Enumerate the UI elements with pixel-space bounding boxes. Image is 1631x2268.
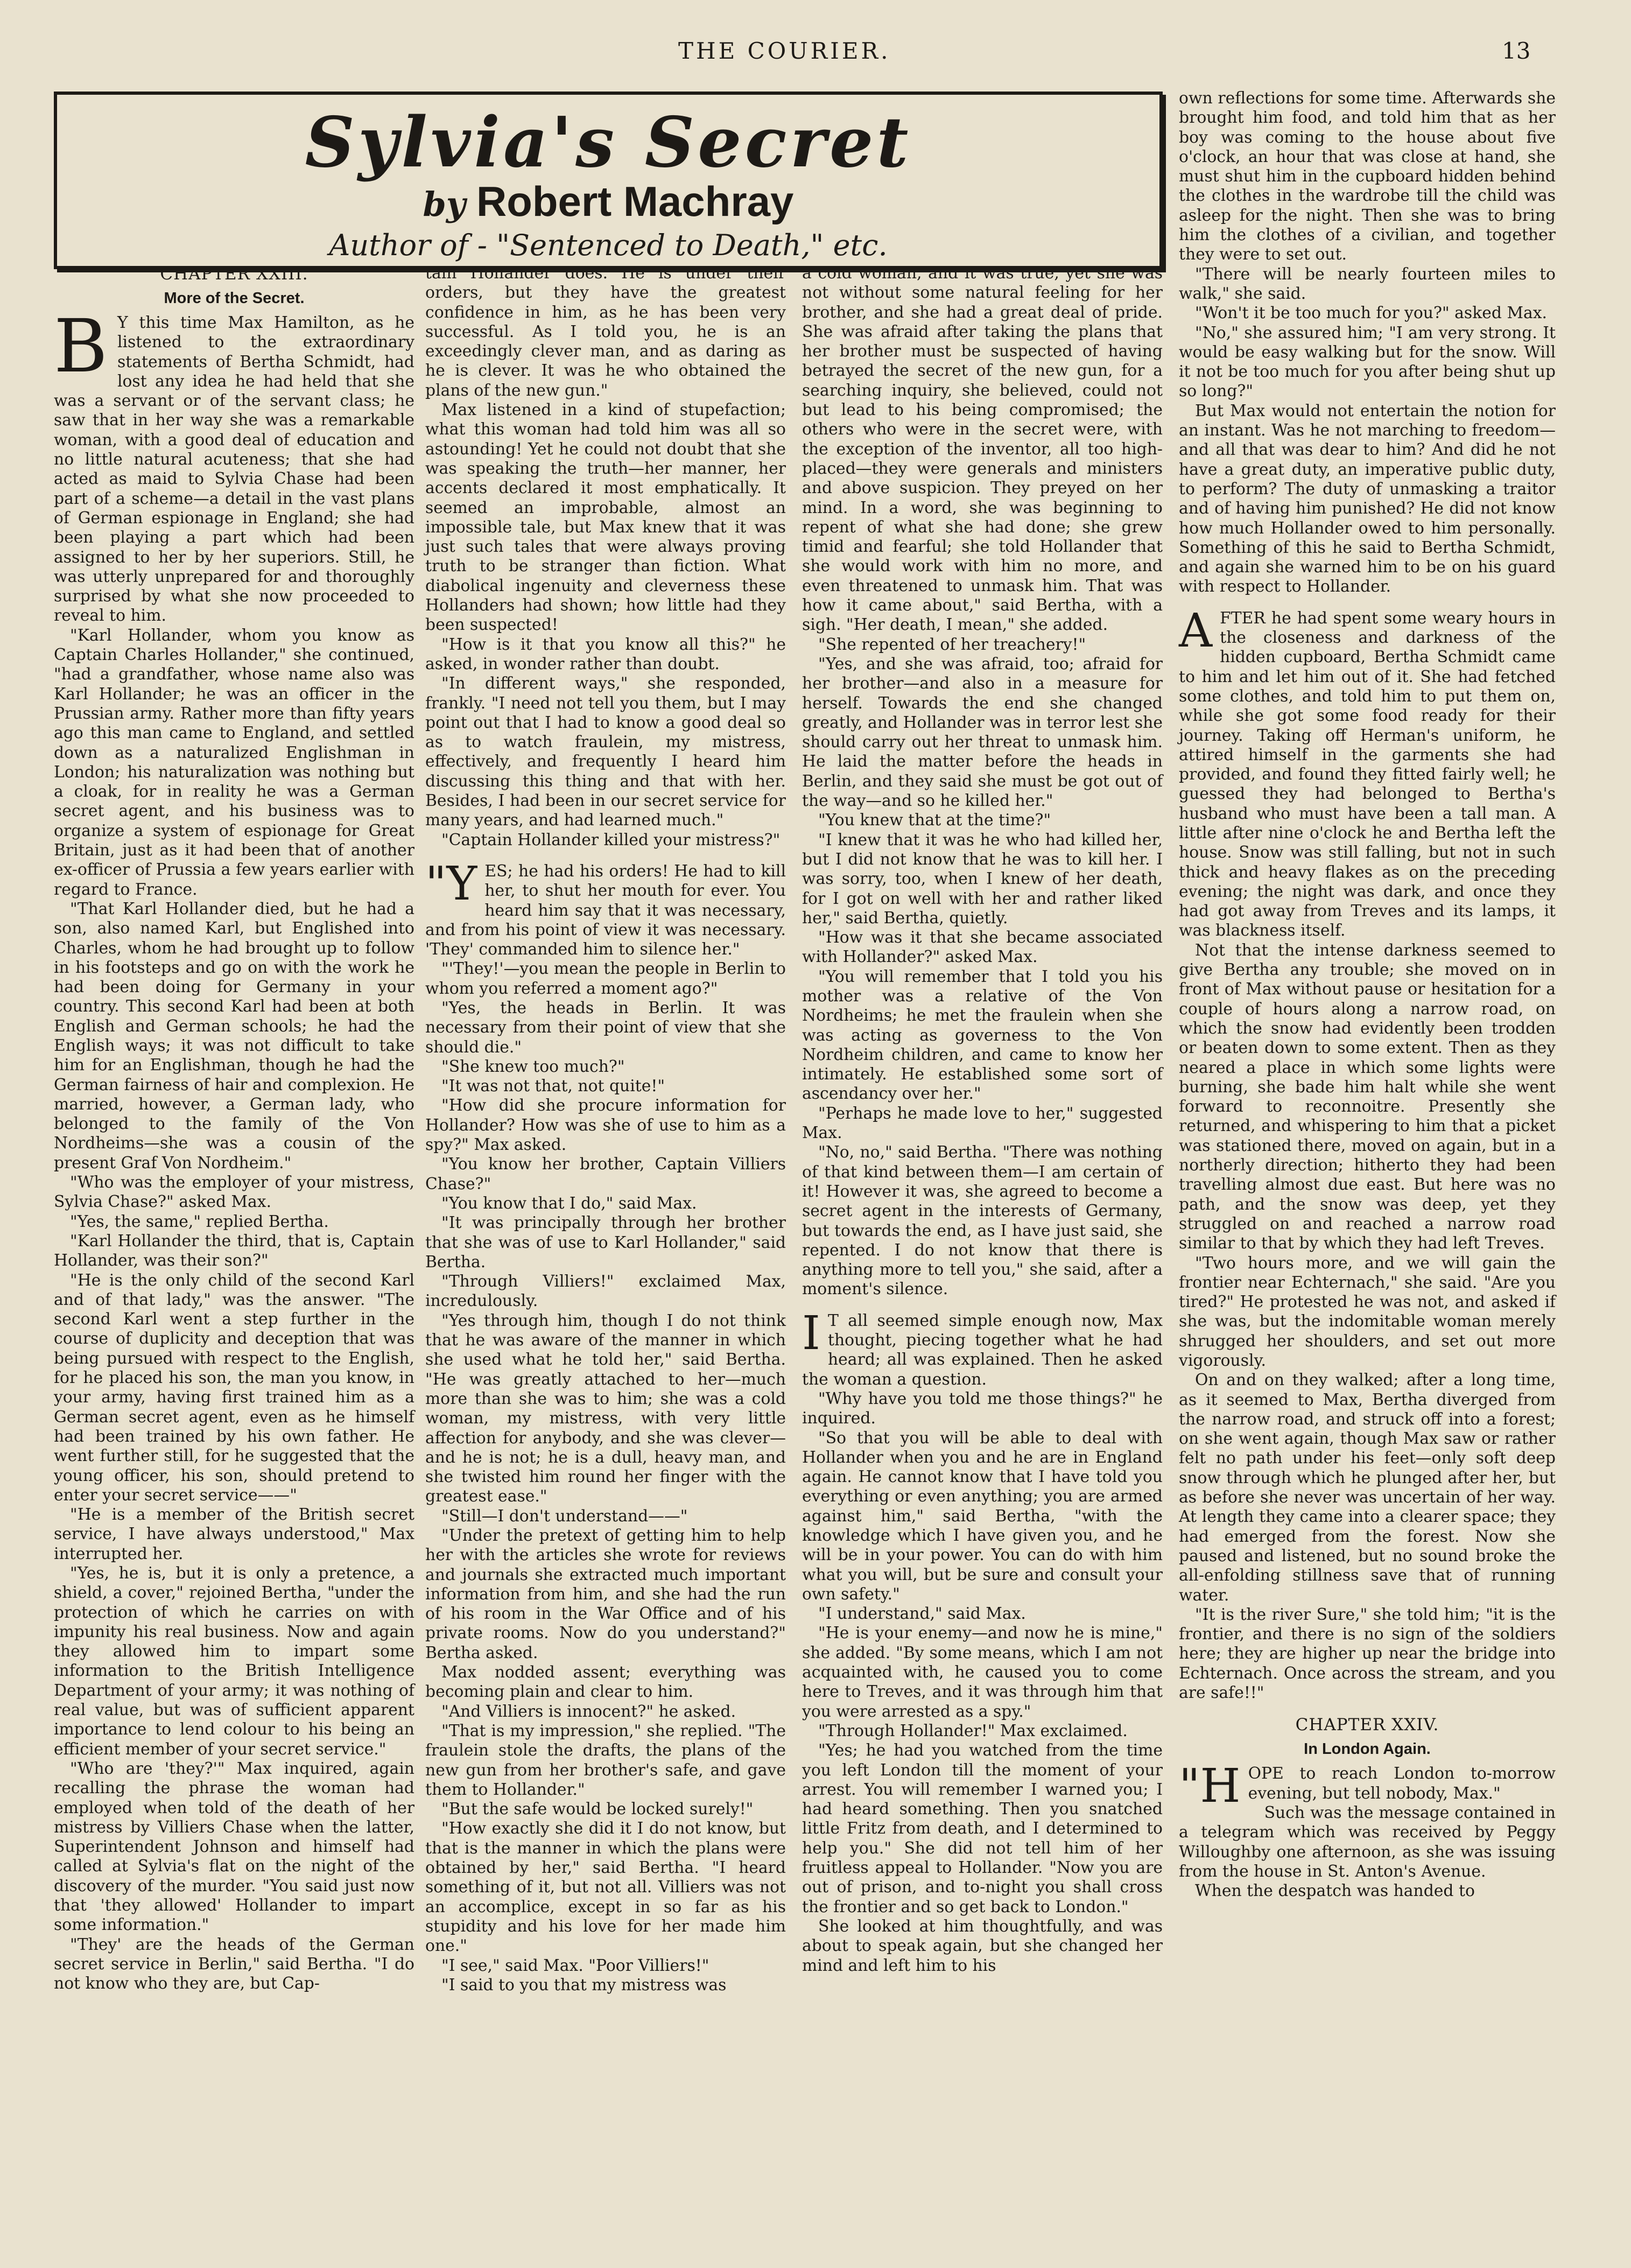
paragraph: "He is your enemy—and now he is mine," she added. "By some means, which I am not acquainted with, he caused you to come here to Treves, and it was through him that you were arrested as a spy." [802,1624,1163,1721]
paragraph: "HOPE to reach London to-morrow evening, but tell nobody, Max." [1179,1759,1556,1814]
paragraph: "No," she assured him; "I am very strong. It would be easy walking but for the snow. Will it not be too much for you after being shut up so long?" [1179,323,1556,401]
drop-cap: A [1179,603,1213,658]
story-title-banner [54,92,1163,269]
paragraph: "Yes, he is, but it is only a pretence, a shield, a cover," rejoined Bertha, "under the protection of which he carries on with impunity his real business. Now and again they allowed him to impart some information to the British Intelligence Department of your army; it was nothing of real value, but was of sufficient apparent importance to lend colour to his being an efficient member of your secret service." [54,1564,414,1759]
column-1 [54,264,414,1994]
paragraph: "Still—I don't understand——" [441,1506,688,1526]
paragraph: "Yes through him, though I do not think that he was aware of the manner in which she used what he told her," said Bertha. "He was greatly attached to her—much more than she was to him; she was a cold woman, my mistress, with very little affection for anybody, and she was clever—and he is not; he is a dull, heavy man, and she twisted him round her finger with the greatest ease." [425,1311,786,1506]
paragraph: "Karl Hollander, whom you know as Captain Charles Hollander," she continued, "had a grandfather, whose name also was Karl Hollander; he was an officer in the Prussian army. Rather more than fifty years ago this man came to England, and settled down as a naturalized Englishman in London; his naturalization was nothing but a cloak, for in reality he was a German secret agent, and his business was to organize a system of espionage for Great Britain, just as it had been that of another ex-officer of Prussia a few years earlier with regard to France. [54,626,414,899]
paragraph: "I understand," said Max. [818,1604,1026,1624]
paragraph: "There will be nearly fourteen miles to walk," she said. [1179,264,1556,303]
paragraph: "In different ways," she responded, frankly. "I need not tell you them, but I may point out that I had to know a good deal so as to watch fraulein, my mistress, effectively, and frequently I heard him discussing this thing and that with her. Besides, I had been in our secret service for many years, and had learned much." [425,674,786,830]
paragraph: "And Villiers is innocent?" he asked. [441,1702,736,1721]
author-name: Robert Machray [476,178,794,225]
paragraph: "Yes, the same," replied Bertha. [70,1212,329,1231]
paragraph: "Yes, and she was afraid, too; afraid for her brother—and also in a measure for herself. Towards the end she changed greatly, and Hollander was in terror lest she should carry out her threat to unmask him. He laid the matter before the heads in Berlin, and they said she must be got out of the way—and so he killed her." [802,654,1163,811]
paragraph: "Through Villiers!" exclaimed Max, incredulously. [425,1272,786,1311]
paragraph: "'They!'—you mean the people in Berlin to whom you referred a moment ago?" [425,959,786,998]
paragraph: "No, no," said Bertha. "There was nothing of that kind between them—I am certain of it! However it was, she agreed to become a secret agent in the interests of Germany, but towards the end, as I have just said, she repented. I do not know that there is anything more to tell you," she said, after a moment's silence. [802,1143,1163,1299]
paragraph: Not that the intense darkness seemed to give Bertha any trouble; she moved on in front of Max without pause or hesitation for a couple of hours along a narrow road, on which the snow had evidently been trodden or beaten down to some extent. Then as they neared a place in which some lights were burning, she bade him halt while she went forward to reconnoitre. Presently she returned, and whispering to him that a picket was stationed there, moved on again, but in a northerly direction; hitherto they had been travelling almost due east. But here was no path, and the snow was deep, yet they struggled on and reached a narrow road similar to that by which they had left Treves. [1179,940,1556,1253]
paragraph: "That is my impression," she replied. "The fraulein stole the drafts, the plans of the new gun from her brother's safe, and gave them to Hollander." [425,1721,786,1799]
author-line [57,179,1159,227]
column-4 [1179,89,1556,1901]
paragraph: "She knew too much?" [441,1057,625,1076]
drop-cap: B [54,304,108,389]
paragraph: "How was it that she became associated with Hollander?" asked Max. [802,928,1163,967]
paragraph: "How exactly she did it I do not know, but that is the manner in which the plans were obtained by her," said Bertha. "I heard something of it, but not all. Villiers was not an accomplice, except in so far as his stupidity and his love for her made him one." [425,1819,786,1956]
drop-cap: "Y [425,856,477,911]
paragraph: B Y this time Max Hamilton, as he listened to the extraordinary statements of Bertha Schmidt, had lost any idea he had held that she was a servant or of the servant class; he saw that in her way she was a remarkable woman, with a good deal of education and no little natural acuteness; that she had acted as maid to Sylvia Chase had been part of a scheme—a detail in the vast plans of German espionage in England; she had been playing a part which had been assigned to her by her superiors. Still, he was utterly unprepared for and thoroughly surprised by what she now proceeded to reveal to him. [54,304,414,626]
page-header [0,38,1631,70]
paragraph: "I knew that it was he who had killed her, but I did not know that he was to kill her. I was sorry, too, when I knew of her death, for I got on well with her and rather liked her," said Bertha, quietly. [802,830,1163,928]
paragraph: AFTER he had spent some weary hours in the closeness and darkness of the hidden cupboard, Bertha Schmidt came to him and let him out of it. She had fetched some clothes, and told him to put them on, while she got some food ready for their journey. Taking off Herman's uniform, he attired himself in the garments she had provided, and found they fitted fairly well; he guessed they had belonged to Bertha's husband who must have been a tall man. A little after nine o'clock he and Bertha left the house. Snow was still falling, but not in such thick and heavy flakes as on the preceding evening; the night was dark, and once they had got away from Treves and its lamps, it was blackness itself. [1179,603,1556,940]
paragraph: Such was the message contained in a telegram which was received by Peggy Willoughby one afternoon, as she was issuing from the house in St. Anton's Avenue. [1179,1803,1556,1881]
paragraph: "He is the only child of the second Karl and of that lady," was the answer. "The second Karl went a step further in the course of duplicity and deception that was being pursued with respect to the English, for he placed his son, the man you know, in your army, having first trained him as a German secret agent, even as he himself had been trained by his own father. He went further still, for he suggested that the young officer, his son, should pretend to enter your secret service——" [54,1270,414,1505]
paragraph: "How did she procure information for Hollander? How was she of use to him as a spy?" Max asked. [425,1096,786,1155]
drop-cap: I [802,1306,820,1360]
paragraph: "They' are the heads of the German secret service in Berlin," said Bertha. "I do not know who they are, but Cap- [54,1935,414,1993]
paragraph: "Who are 'they?'" Max inquired, again recalling the phrase the woman had employed when told of the death of her mistress by Villiers Chase when the latter, Superintendent Johnson and himself had called at Sylvia's flat on the night of the discovery of the murder. "You said just now that 'they allowed' Hollander to impart some information." [54,1759,414,1935]
paragraph: "You know that I do," said Max. [441,1193,697,1213]
paragraph: "How is it that you know all this?" he asked, in wonder rather than doubt. [425,635,786,673]
paragraph: But Max would not entertain the notion for an instant. Was he not marching to freedom—and all that was dear to him? And did he not have a great duty, an imperative public duty, to perform? The duty of unmasking a traitor and of having him punished? He did not know how much Hollander owed to him personally. Something of this he said to Bertha Schmidt, and again she warned him to be on his guard with respect to Hollander. [1179,401,1556,596]
paragraph: "You will remember that I told you his mother was a relative of the Von Nordheims; he met the fraulein when she was acting as governess to the Von Nordheim children, and came to know her intimately. He established some sort of ascendancy over her." [802,967,1163,1104]
paragraph: "She repented of her treachery!" [818,635,1086,654]
paragraph: "It was not that, not quite!" [441,1077,665,1096]
paragraph: "I said to you that my mistress was [441,1975,727,1995]
drop-cap: "H [1179,1759,1241,1814]
paragraph: a cold woman, and it was true, yet she was not without some natural feeling for her brother, and she had a great deal of pride. She was afraid after taking the plans that her brother must be suspected of having betrayed the secret of the new gun, for a searching inquiry, she believed, could not but lead to his being compromised; the others who were in the secret were, with the exception of the inventor, all too high-placed—they were generals and ministers and above suspicion. They preyed on her mind. In a word, she was beginning to repent of what she had done; she grew timid and fearful; she told Hollander that she would work with him no more, and even threatened to unmask him. That was how it came about," said Bertha, with a sigh. "Her death, I mean," she added. [802,264,1163,635]
paragraph: "I see," said Max. "Poor Villiers!" [441,1956,709,1975]
running-head: THE COURIER. [678,38,891,64]
paragraph: When the despatch was handed to [1195,1881,1475,1901]
paragraph: "That Karl Hollander died, but he had a son, also named Karl, but Englished into Charles, whom he had brought up to follow in his footsteps and go on with the work he had been doing for Germany in your country. This second Karl had been at both English and German schools; he had the English ways; it was not difficult to take him for an Englishman, though he had the German fairness of hair and complexion. He married, however, a German lady, who belonged to the family of the Von Nordheims—she was a cousin of the present Graf Von Nordheim." [54,899,414,1172]
paragraph: "It was principally through her brother that she was of use to Karl Hollander," said Bertha. [425,1213,786,1272]
paragraph: "Under the pretext of getting him to help her with the articles she wrote for reviews and journals she extracted much important information from him, and she had the run of his room in the War Office and of his private rooms. Now do you understand?" Bertha asked. [425,1526,786,1662]
story-title: Sylvia's Secret [305,102,912,183]
chapter-heading: CHAPTER XXIV. [1295,1715,1439,1735]
paragraph: "You know her brother, Captain Villiers Chase?" [425,1155,786,1193]
paragraph: "Yes; he had you watched from the time you left London till the moment of your arrest. You will remember I warned you; I had heard something. Then you snatched little Fritz from death, and I determined to help you." She did not tell him of her fruitless appeal to Hollander. "Now you are out of prison, and to-night you shall cross the frontier and so get back to London." [802,1741,1163,1916]
chapter-heading: CHAPTER XXIII. [160,264,308,284]
page-number: 13 [1502,38,1531,64]
column-2 [425,264,786,1995]
paragraph: "Yes, the heads in Berlin. It was necessary from their point of view that she should die." [425,998,786,1057]
paragraph: "Won't it be too much for you?" asked Max. [1195,304,1547,323]
paragraph: "He is a member of the British secret service, I have always understood," Max interrupted her. [54,1505,414,1563]
paragraph: "Through Hollander!" Max exclaimed. [818,1721,1128,1740]
paragraph: "Perhaps he made love to her," suggested Max. [802,1104,1163,1143]
paragraph: "Two hours more, and we will gain the frontier near Echternach," she said. "Are you tired?" He protested he was not, and asked if she was, but the indomitable woman merely shrugged her shoulders, and set out more vigorously. [1179,1253,1556,1370]
by-label: by [423,185,466,224]
paragraph: Max nodded assent; everything was becoming plain and clear to him. [425,1663,786,1702]
paragraph: I T all seemed simple enough now, Max thought, piecing together what he had heard; all was explained. Then he asked the woman a question. [802,1306,1163,1389]
paragraph: "It is the river Sure," she told him; "it is the frontier, and there is no sign of the soldiers here; they are higher up near the bridge into Echternach. Once across the stream, and you are safe!!" [1179,1605,1556,1703]
paragraph: tain Hollander does. He is under their orders, but they have the greatest confidence in him, as he has been very successful. As I told you, he is an exceedingly clever man, and as daring as he is clever. It was he who obtained the plans of the new gun." [425,264,786,400]
chapter-title: In London Again. [1304,1740,1431,1758]
paragraph: "So that you will be able to deal with Hollander when you and he are in England again. He cannot know that I have told you everything or even anything; you are armed against him," said Bertha, "with the knowledge which I have given you, and he will be in your power. You can do with him what you will, but be sure and consult your own safety." [802,1428,1163,1604]
paragraph: "Karl Hollander the third, that is, Captain Hollander, was their son?" [54,1231,414,1270]
paragraph: She looked at him thoughtfully, and was about to speak again, but she changed her mind and left him to his [802,1916,1163,1975]
paragraph: "Why have you told me those things?" he inquired. [802,1389,1163,1428]
paragraph: "Captain Hollander killed your mistress?" [441,830,781,849]
paragraph: own reflections for some time. Afterwards she brought him food, and told him that as her boy was coming to the house about five o'clock, an hour that was close at hand, she must shut him in the cupboard hidden behind the clothes in the wardrobe till the child was asleep for the night. Then she was to bring him the clothes of a civilian, and together they were to set out. [1179,89,1556,264]
paragraph: "But the safe would be locked surely!" [441,1800,754,1819]
paragraph: On and on they walked; after a long time, as it seemed to Max, Bertha diverged from the narrow road, and struck off into a forest; on she went again, though Max saw or rather felt no path under his feet—only soft deep snow through which he plunged after her, but as before she never was uncertain of her way. At length they came into a clearer space; they had emerged from the forest. Now she paused and listened, but no sound broke the all-enfolding stillness save that of running water. [1179,1371,1556,1605]
paragraph: "You knew that at the time?" [818,811,1051,830]
author-credit: Author of - "Sentenced to Death," etc. [329,228,888,262]
paragraph: "YES; he had his orders! He had to kill her, to shut her mouth for ever. You heard him say that it was necessary, and from his point of view it was necessary. 'They' commanded him to silence her." [425,856,786,959]
chapter-title: More of the Secret. [164,290,305,307]
paragraph: Max listened in a kind of stupefaction; what this woman had told him was all so astounding! Yet he could not doubt that she was speaking the truth—her manner, her accents declared it most emphatically. It seemed an improbable, almost an impossible tale, but Max knew that it was just such tales that were always proving truth to be stranger than fiction. What diabolical ingenuity and cleverness these Hollanders had shown; how little had they been suspected! [425,401,786,635]
paragraph: "Who was the employer of your mistress, Sylvia Chase?" asked Max. [54,1173,414,1212]
column-3 [802,264,1163,1976]
